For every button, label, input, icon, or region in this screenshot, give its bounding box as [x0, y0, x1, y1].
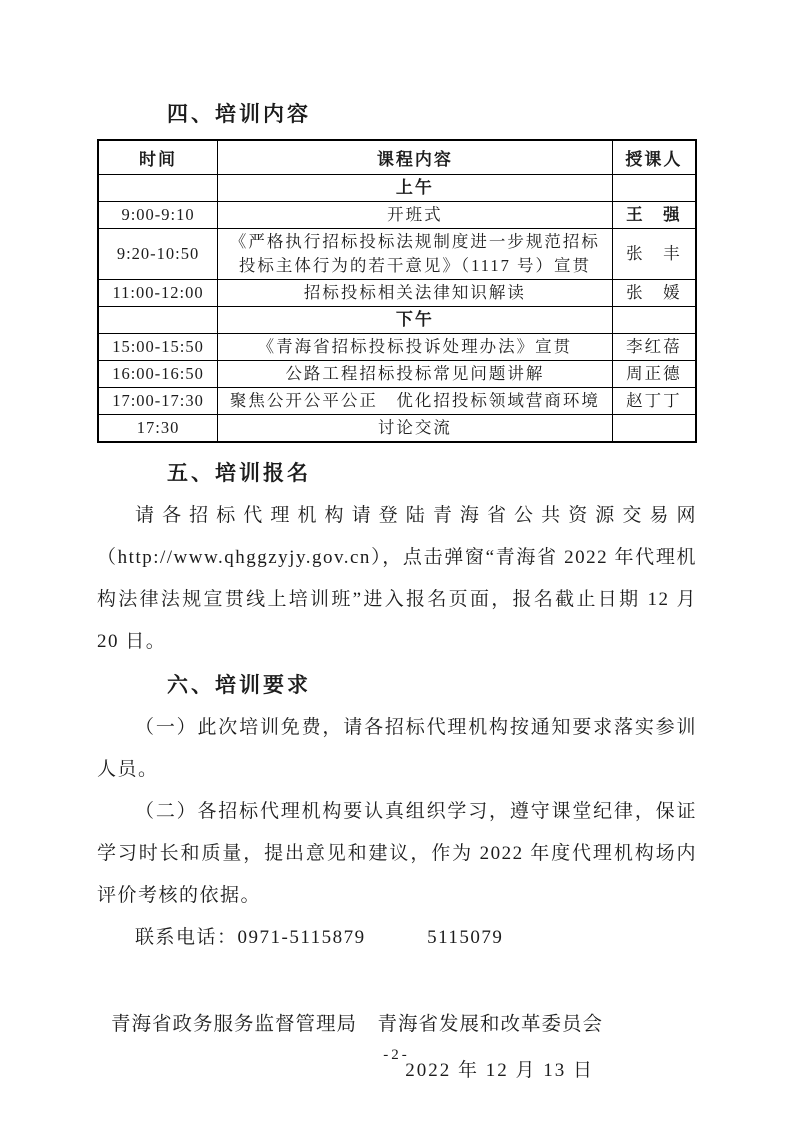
schedule-row: [98, 334, 696, 361]
content-cell: 开班式: [218, 202, 613, 229]
content-cell: 讨论交流: [218, 415, 613, 443]
lecturer-cell: 张 丰: [612, 229, 696, 280]
lecturer-cell: 周正德: [612, 361, 696, 388]
time-cell: [98, 307, 218, 334]
schedule-row: [98, 229, 696, 280]
lecturer-cell: [612, 415, 696, 443]
lecturer-cell: 王 强: [612, 202, 696, 229]
time-cell: 9:20-10:50: [98, 229, 218, 280]
time-cell: [98, 175, 218, 202]
schedule-row: [98, 280, 696, 307]
session-divider-row: [98, 175, 696, 202]
content-cell: 聚焦公开公平公正 优化招投标领域营商环境: [218, 388, 613, 415]
training-schedule-table: [97, 139, 697, 443]
issue-date-line: 2022 年 12 月 13 日: [405, 1060, 594, 1081]
header-cell-content: 课程内容: [218, 140, 613, 175]
content-cell: 上午: [218, 175, 613, 202]
schedule-row: [98, 361, 696, 388]
section-heading-training-content: 四、培训内容: [167, 103, 311, 126]
time-cell: 16:00-16:50: [98, 361, 218, 388]
lecturer-cell: [612, 175, 696, 202]
lecturer-cell: 李红蓓: [612, 334, 696, 361]
schedule-row: [98, 388, 696, 415]
schedule-row: [98, 415, 696, 443]
section-heading-registration: 五、培训报名: [167, 462, 311, 485]
time-cell: 15:00-15:50: [98, 334, 218, 361]
schedule-table-header: [98, 140, 696, 175]
time-cell: 9:00-9:10: [98, 202, 218, 229]
page-number: -2-: [383, 1047, 410, 1063]
time-cell: 11:00-12:00: [98, 280, 218, 307]
session-divider-row: [98, 307, 696, 334]
time-cell: 17:30: [98, 415, 218, 443]
content-cell: 《青海省招标投标投诉处理办法》宣贯: [218, 334, 613, 361]
header-cell-lecturer: 授课人: [612, 140, 696, 175]
requirements-paragraph-1: （一）此次培训免费，请各招标代理机构按通知要求落实参训人员。: [97, 717, 697, 780]
schedule-header-row: [98, 140, 696, 175]
content-cell: 《严格执行招标投标法规制度进一步规范招标投标主体行为的若干意见》（1117 号）宣贯: [218, 229, 613, 280]
schedule-row: [98, 202, 696, 229]
issuing-agencies-line: 青海省政务服务监督管理局 青海省发展和改革委员会: [111, 1014, 604, 1035]
lecturer-cell: [612, 307, 696, 334]
registration-paragraph: 请各招标代理机构请登陆青海省公共资源交易网（http://www.qhggzyjy.gov.cn），点击弹窗“青海省 2022 年代理机构法律法规宣贯线上培训班”进入报名页面，报名截止日期 12 月 20 日。: [97, 505, 697, 652]
lecturer-cell: 张 媛: [612, 280, 696, 307]
content-cell: 招标投标相关法律知识解读: [218, 280, 613, 307]
header-cell-time: 时间: [98, 140, 218, 175]
section-heading-requirements: 六、培训要求: [167, 674, 311, 697]
time-cell: 17:00-17:30: [98, 388, 218, 415]
content-cell: 公路工程招标投标常见问题讲解: [218, 361, 613, 388]
lecturer-cell: 赵丁丁: [612, 388, 696, 415]
contact-phone-line: 联系电话：0971-5115879 5115079: [135, 927, 504, 948]
schedule-table-body: [98, 175, 696, 443]
requirements-paragraph-2: （二）各招标代理机构要认真组织学习，遵守课堂纪律，保证学习时长和质量，提出意见和建议，作为 2022 年度代理机构场内评价考核的依据。: [97, 801, 697, 906]
content-cell: 下午: [218, 307, 613, 334]
